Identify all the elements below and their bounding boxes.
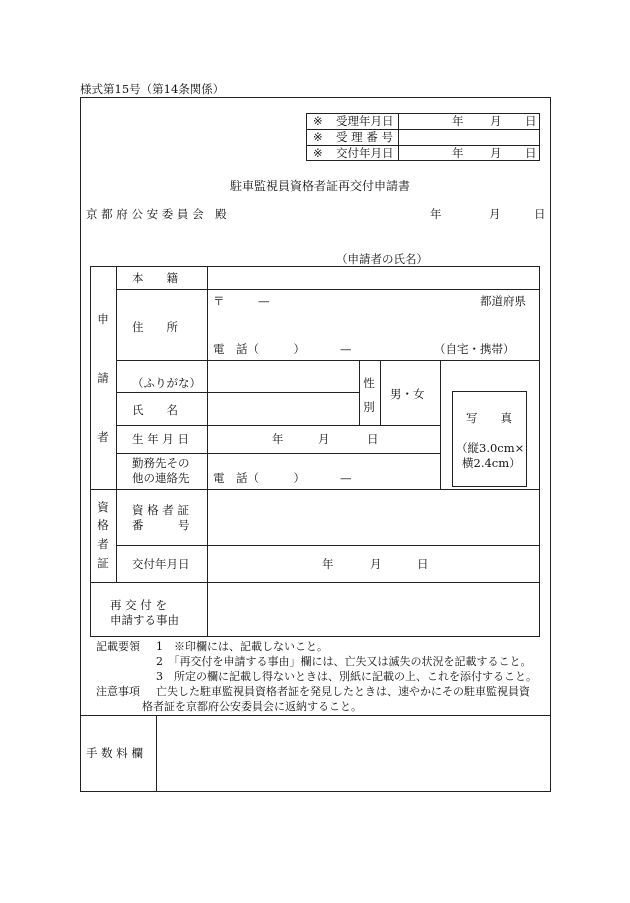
- caution-heading: 注意事項: [96, 685, 140, 698]
- phone-label: 電 話（ ）: [213, 342, 305, 356]
- furigana-field[interactable]: [209, 362, 358, 391]
- date-year: 年: [430, 207, 442, 221]
- name-label: 氏 名: [132, 403, 178, 417]
- birth-date-label: 生 年 月 日: [132, 432, 189, 446]
- reason-label: 申請する事由: [110, 613, 179, 627]
- phone-dash: —: [340, 342, 352, 356]
- sex-label-char: 別: [363, 400, 375, 414]
- certificate-number-field[interactable]: [209, 491, 538, 544]
- applicant-side-char: 者: [97, 430, 109, 444]
- certificate-number-label: 資 格 者 証: [132, 503, 189, 517]
- postal-mark: 〒: [213, 294, 225, 308]
- certificate-side-char: 資: [97, 500, 109, 514]
- document-title: 駐車監視員資格者証再交付申請書: [230, 179, 411, 193]
- birth-year: 年: [272, 432, 284, 446]
- furigana-label: （ふりがな）: [132, 376, 201, 390]
- note-item: 1 ※印欄には、記載しないこと。: [156, 640, 328, 653]
- phone-type: （自宅・携帯）: [434, 342, 515, 356]
- caution-text: 亡失した駐車監視員資格者証を発見したときは、速やかにその駐車監視員資: [156, 685, 530, 698]
- note-item: 2 「再交付を申請する事由」欄には、亡失又は滅失の状況を記載すること。: [156, 655, 532, 668]
- caution-text: 格者証を京都府公安委員会に返納すること。: [142, 700, 362, 713]
- issue-date-label: 交付年月日: [336, 146, 394, 160]
- addressee: 京 都 府 公 安 委 員 会 殿: [86, 207, 227, 221]
- note-item: 3 所定の欄に記載し得ないときは、別紙に記載の上、これを添付すること。: [156, 670, 537, 683]
- reason-label: 再 交 付 を: [110, 598, 167, 612]
- form-number: 様式第15号（第14条関係）: [80, 82, 225, 96]
- reception-mark: ※: [313, 130, 323, 144]
- reason-field[interactable]: [209, 584, 538, 636]
- workplace-phone-dash: —: [340, 471, 352, 485]
- address-label: 住 所: [132, 320, 178, 334]
- reception-number-label: 受 理 番 号: [336, 130, 393, 144]
- birth-day: 日: [367, 432, 379, 446]
- notes-heading: 記載要領: [96, 640, 140, 653]
- certificate-issue-day: 日: [417, 557, 429, 571]
- sex-options[interactable]: 男・女: [390, 387, 425, 401]
- fee-field[interactable]: [158, 717, 548, 790]
- issue-month: 月: [490, 146, 502, 160]
- issue-day: 日: [525, 146, 537, 160]
- reception-mark: ※: [313, 114, 323, 128]
- sex-label-char: 性: [363, 376, 375, 390]
- photo-title: 写 真: [466, 411, 512, 425]
- workplace-label: 他の連絡先: [132, 471, 190, 485]
- reception-year: 年: [452, 114, 464, 128]
- certificate-issue-month: 月: [370, 557, 382, 571]
- birth-month: 月: [318, 432, 330, 446]
- photo-size: （縦3.0cm×: [456, 441, 525, 455]
- reception-day: 日: [525, 114, 537, 128]
- photo-box: [452, 391, 527, 487]
- certificate-issue-year: 年: [322, 557, 334, 571]
- workplace-label: 勤務先その: [132, 456, 190, 470]
- photo-size: 横2.4cm）: [462, 456, 521, 470]
- date-month: 月: [489, 207, 501, 221]
- honseki-label: 本 籍: [132, 271, 178, 285]
- postal-dash: —: [258, 294, 270, 308]
- applicant-side-char: 請: [97, 371, 109, 385]
- fee-label: 手 数 料 欄: [86, 746, 143, 760]
- reception-date-label: 受理年月日: [336, 114, 394, 128]
- certificate-side-char: 証: [97, 556, 109, 570]
- certificate-issue-label: 交付年月日: [132, 557, 190, 571]
- reception-mark: ※: [313, 146, 323, 160]
- reception-month: 月: [490, 114, 502, 128]
- certificate-side-char: 格: [97, 518, 109, 532]
- workplace-phone-label: 電 話（ ）: [213, 471, 305, 485]
- applicant-side-char: 申: [97, 312, 109, 326]
- applicant-name-label: （申請者の氏名）: [336, 252, 428, 266]
- address-field[interactable]: [209, 308, 538, 338]
- certificate-side-char: 者: [97, 537, 109, 551]
- date-day: 日: [534, 207, 546, 221]
- honseki-field[interactable]: [209, 268, 538, 288]
- name-field[interactable]: [209, 394, 358, 424]
- prefecture-label: 都道府県: [480, 294, 526, 308]
- issue-year: 年: [452, 146, 464, 160]
- certificate-number-label: 番 号: [132, 518, 190, 532]
